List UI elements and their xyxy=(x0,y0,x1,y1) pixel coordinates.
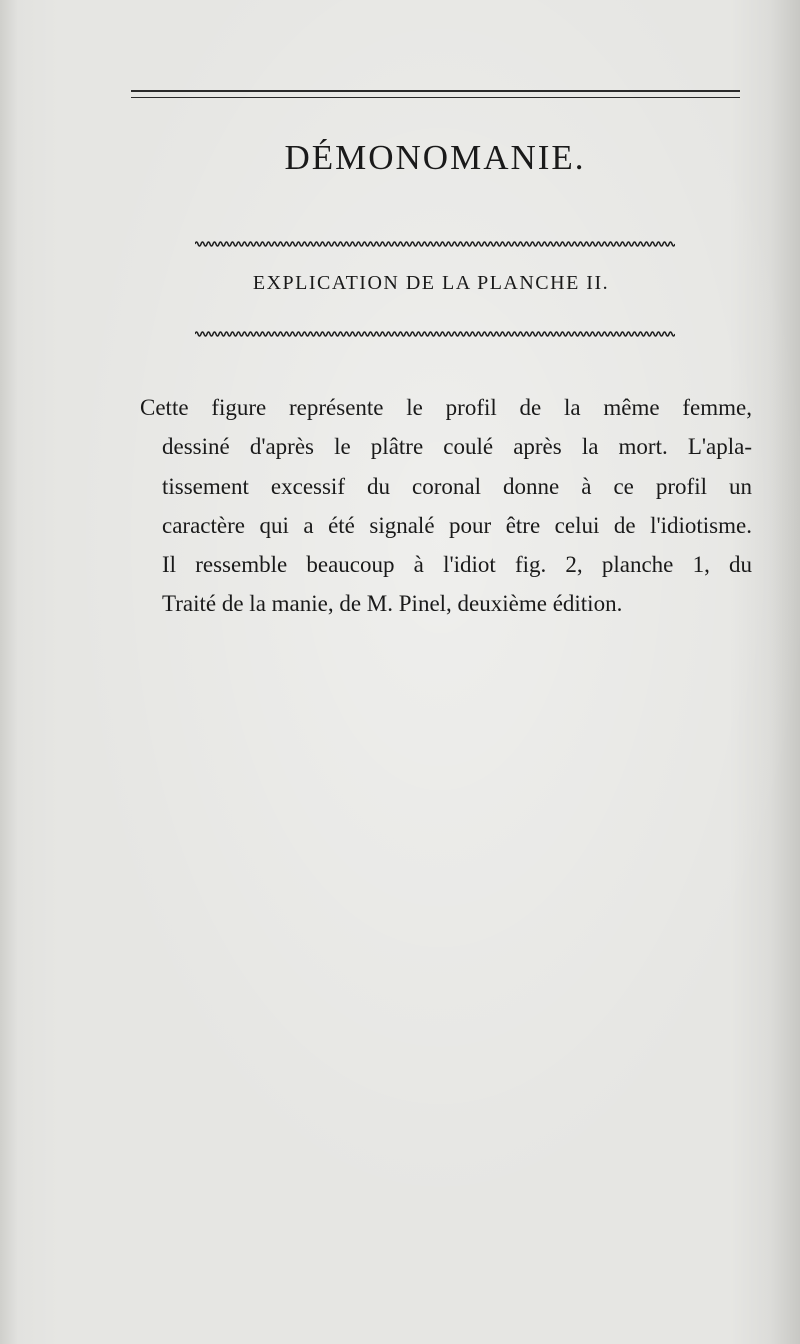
plate-description xyxy=(140,388,752,624)
wavy-rule-top xyxy=(195,240,675,248)
text-line: tissement excessif du coronal donne à ce profil un xyxy=(162,473,752,499)
header-double-rule xyxy=(131,90,740,98)
page-title: DÉMONOMANIE. xyxy=(284,138,586,177)
text-line: Cette figure représente le profil de la même femme, xyxy=(140,395,752,420)
text-line: dessiné d'après le plâtre coulé après la mort. L'apla- xyxy=(162,434,752,460)
text-line: Traité de la manie, de M. Pinel, deuxième édition. xyxy=(162,591,623,617)
text-line: Il ressemble beaucoup à l'idiot fig. 2, planche 1, du xyxy=(162,552,752,578)
plate-heading: EXPLICATION DE LA PLANCHE II. xyxy=(252,272,610,294)
wavy-rule-bottom xyxy=(195,330,675,338)
text-line: caractère qui a été signalé pour être celui de l'idiotisme. xyxy=(162,512,752,538)
